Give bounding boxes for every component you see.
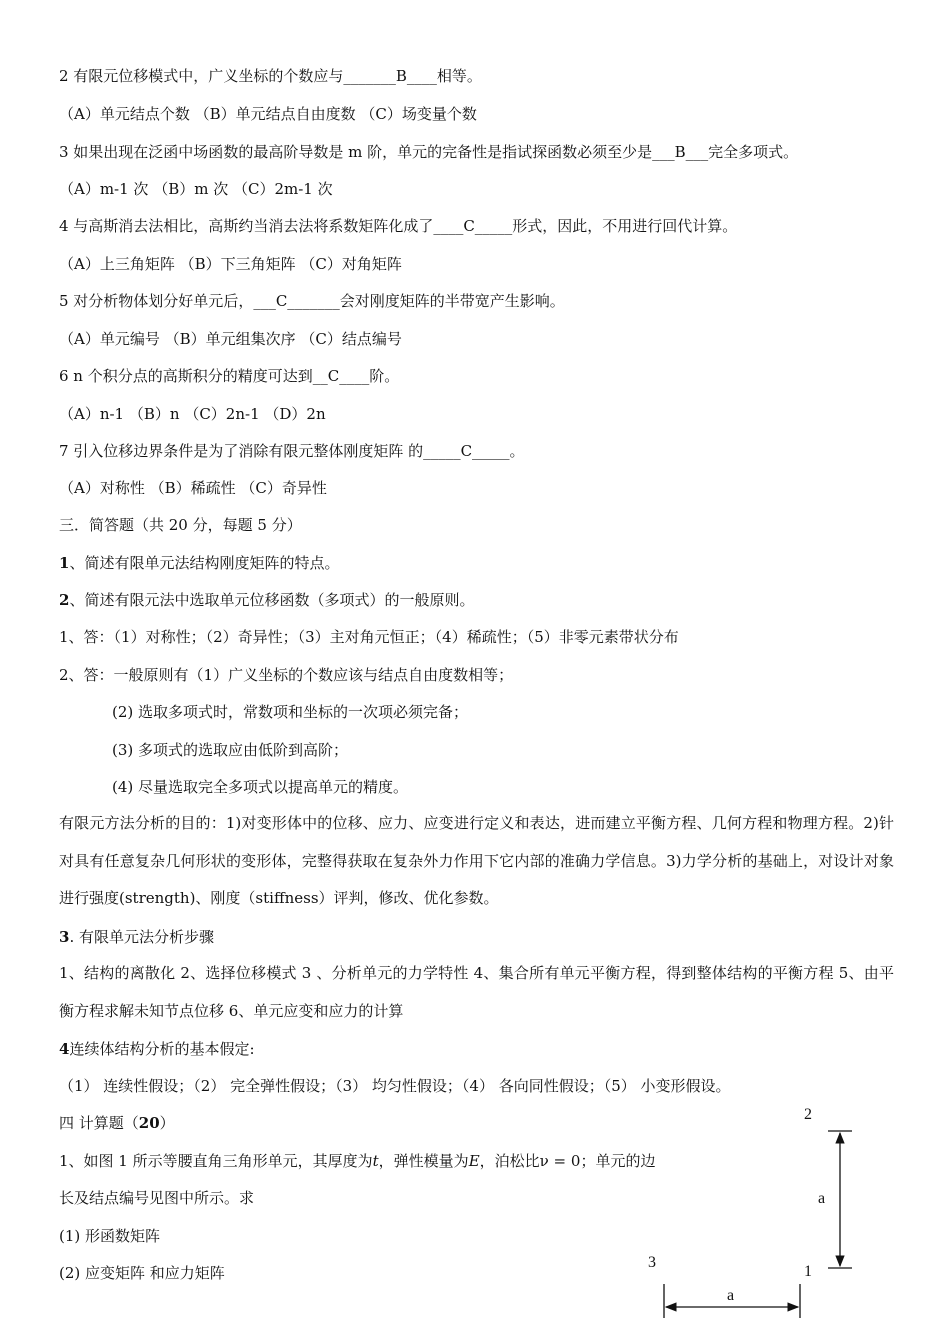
section-4-score: 20 — [138, 1114, 160, 1132]
q4: 4 与高斯消去法相比，高斯约当消去法将系数矩阵化成了____C_____形式，因此，不用进行回代计算。 — [59, 217, 738, 235]
q7-options: （A）对称性 （B）稀疏性 （C）奇异性 — [59, 479, 327, 497]
short-q1-number: 1 — [59, 554, 70, 572]
steps-number: 3 — [59, 928, 70, 946]
figure-1-lines — [640, 1100, 880, 1340]
modulus-symbol: E — [468, 1152, 480, 1170]
answer-2: 2、答：一般原则有（1）广义坐标的个数应该与结点自由度数相等； — [59, 666, 514, 684]
q7: 7 引入位移边界条件是为了消除有限元整体刚度矩阵 的_____C_____。 — [59, 442, 525, 460]
short-q2 — [59, 590, 474, 610]
assumptions-body: （1） 连续性假设；（2） 完全弹性假设；（3） 均匀性假设；（4） 各向同性假设；（5） 小变形假设。 — [59, 1077, 731, 1095]
calc-q1-line2: 长及结点编号见图中所示。求 — [59, 1189, 255, 1207]
short-q1-text: 、简述有限单元法结构刚度矩阵的特点。 — [69, 554, 340, 572]
answer-1: 1、答：（1）对称性；（2）奇异性；（3）主对角元恒正；（4）稀疏性；（5）非零元素带状分布 — [59, 628, 679, 646]
assumptions-title: 连续体结构分析的基本假定: — [69, 1040, 255, 1058]
steps-heading — [59, 927, 214, 947]
section-4-heading: 四 计算题（20） — [59, 1114, 175, 1132]
answer-2-item-4: (4) 尽量选取完全多项式以提高单元的精度。 — [112, 778, 409, 796]
q2: 2 有限元位移模式中，广义坐标的个数应与_______B____相等。 — [59, 67, 482, 85]
poisson-symbol: ν — [539, 1152, 549, 1170]
horizontal-length-label: a — [727, 1287, 735, 1304]
purpose-paragraph: 有限元方法分析的目的：1)对变形体中的位移、应力、应变进行定义和表达，进而建立平衡方程、几何方程和物理方程。2)针对具有任意复杂几何形状的变形体，完整得获取在复杂外力作用下它内部的准确力学信息。3)力学分析的基础上，对设计对象进行强度(strength)、刚度（stiffness）评判，修改、优化参数。 — [59, 814, 894, 907]
steps-body: 1、结构的离散化 2、选择位移模式 3 、分析单元的力学特性 4、集合所有单元平衡方程，得到整体结构的平衡方程 5、由平衡方程求解未知节点位移 6、单元应变和应力的计算 — [59, 964, 894, 1020]
q4-options: （A）上三角矩阵 （B）下三角矩阵 （C）对角矩阵 — [59, 255, 402, 273]
section-3-heading: 三．简答题（共 20 分，每题 5 分） — [59, 516, 302, 534]
node-1-label: 1 — [804, 1263, 812, 1280]
calc-q1-line1: 1、如图 1 所示等腰直角三角形单元，其厚度为t，弹性模量为E，泊松比ν = 0；单元的边 — [59, 1152, 656, 1170]
vertical-length-label: a — [818, 1190, 826, 1207]
assumptions-number: 4 — [59, 1040, 70, 1058]
node-3-label: 3 — [648, 1254, 656, 1271]
q3: 3 如果出现在泛函中场函数的最高阶导数是 m 阶，单元的完备性是指试探函数必须至少是___B___完全多项式。 — [59, 143, 799, 161]
short-q2-text: 、简述有限元法中选取单元位移函数（多项式）的一般原则。 — [69, 591, 475, 609]
assumptions-heading — [59, 1039, 255, 1059]
q5-options: （A）单元编号 （B）单元组集次序 （C）结点编号 — [59, 330, 402, 348]
thickness-symbol: t — [372, 1152, 379, 1170]
short-q2-number: 2 — [59, 591, 70, 609]
calc-req-1: (1) 形函数矩阵 — [59, 1227, 161, 1245]
steps-title: . 有限单元法分析步骤 — [69, 928, 214, 946]
q2-options: （A）单元结点个数 （B）单元结点自由度数 （C）场变量个数 — [59, 105, 477, 123]
q5: 5 对分析物体划分好单元后，___C_______会对刚度矩阵的半带宽产生影响。 — [59, 292, 565, 310]
figure-1 — [640, 1100, 880, 1340]
q6-options: （A）n-1 （B）n （C）2n-1 （D）2n — [59, 405, 326, 423]
answer-2-item-2: (2) 选取多项式时，常数项和坐标的一次项必须完备； — [112, 703, 469, 721]
q3-options: （A）m-1 次 （B）m 次 （C）2m-1 次 — [59, 180, 333, 198]
calc-req-2: (2) 应变矩阵 和应力矩阵 — [59, 1264, 225, 1282]
node-2-label: 2 — [804, 1106, 812, 1123]
short-q1 — [59, 553, 339, 573]
q6: 6 n 个积分点的高斯积分的精度可达到__C____阶。 — [59, 367, 400, 385]
answer-2-item-3: (3) 多项式的选取应由低阶到高阶； — [112, 741, 349, 759]
